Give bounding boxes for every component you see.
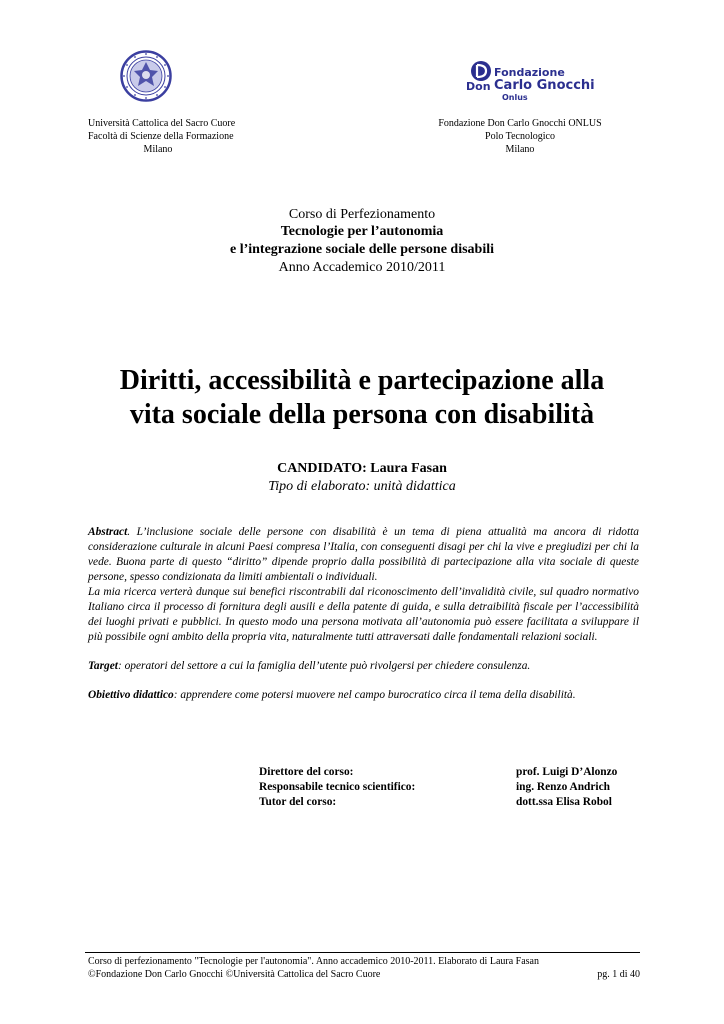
page-footer: [88, 955, 640, 981]
staff-list: [259, 765, 639, 810]
staff-role: Responsabile tecnico scientifico:: [259, 781, 416, 793]
staff-role: Direttore del corso:: [259, 766, 354, 778]
course-name-line2: e l’integrazione sociale delle persone disabili: [229, 242, 495, 257]
university-name: Università Cattolica del Sacro Cuore: [88, 118, 236, 129]
abstract-paragraph-2: La mia ricerca verterà dunque sui benefici riscontrabili dal riconoscimento dell’invalidità civile, sul quadro normativo Italiano circa il processo di fornitura degli ausili e della patente di guida, e sulla detraibilità fiscale per l’accessibilità dei luoghi privati e pubblici. In questo modo una persona motivata all’autonomia può essere facilitata a sviluppare il più possibile ogni ambito della propria vita, naturalmente tutti attraversati dalle fondamentali relazioni sociali.: [88, 586, 639, 643]
staff-name: ing. Renzo Andrich: [516, 781, 610, 793]
abstract-section: [88, 525, 639, 703]
logo-word-carlo-gnocchi: Carlo Gnocchi: [494, 78, 595, 93]
logo-word-onlus: Onlus: [502, 93, 528, 102]
foundation-department: Polo Tecnologico: [485, 131, 555, 142]
logo-word-fondazione: Fondazione: [494, 66, 565, 79]
logo-word-don: Don: [466, 80, 491, 93]
target-text: : operatori del settore a cui la famiglia dell’utente può rivolgersi per chiedere consulenza.: [117, 660, 531, 672]
course-name-line1: Tecnologie per l’autonomia: [280, 224, 444, 239]
course-block: [0, 206, 724, 276]
staff-name: prof. Luigi D’Alonzo: [516, 766, 618, 778]
candidate-block: [0, 460, 724, 496]
academic-year: Anno Accademico 2010/2011: [278, 260, 446, 275]
university-city: Milano: [143, 144, 173, 155]
document-type: Tipo di elaborato: unità didattica: [268, 479, 456, 494]
abstract-label: Abstract: [88, 526, 128, 538]
objective-paragraph: [88, 688, 639, 703]
foundation-name: Fondazione Don Carlo Gnocchi ONLUS: [438, 118, 602, 129]
abstract-paragraph-1: [88, 525, 639, 585]
foundation-logo-icon: [470, 60, 492, 82]
staff-row: [259, 780, 639, 795]
footer-divider: [85, 952, 640, 953]
faculty-name: Facoltà di Scienze della Formazione: [88, 131, 234, 142]
candidate-name: CANDIDATO: Laura Fasan: [277, 461, 447, 476]
objective-text: : apprendere come potersi muovere nel campo burocratico circa il tema della disabilità.: [173, 689, 576, 701]
staff-name: dott.ssa Elisa Robol: [516, 796, 612, 808]
university-info: [88, 117, 248, 156]
university-seal-icon: [120, 50, 172, 102]
target-paragraph: [88, 659, 639, 674]
page-number: pg. 1 di 40: [597, 969, 640, 980]
document-title: [60, 364, 664, 432]
target-label: Target: [88, 660, 118, 672]
foundation-city: Milano: [505, 144, 535, 155]
title-line2: vita sociale della persona con disabilità: [129, 399, 595, 430]
footer-course-info: Corso di perfezionamento "Tecnologie per l'autonomia". Anno accademico 2010-2011. Elaborato di Laura Fasan: [88, 956, 539, 967]
staff-role: Tutor del corso:: [259, 796, 337, 808]
abstract-text-1: . L’inclusione sociale delle persone con disabilità è un tema di piena attualità ma ancora di ridotta considerazione culturale in alcuni Paesi compresa l’Italia, con conseguenti disagi per chi la vive e pregiudizi per chi la vede. Buona parte di questo “diritto” dipende proprio dalla possibilità di partecipazione alla vita sociale di queste persone, spesso condizionata da limiti ambientali o individuali.: [88, 526, 639, 583]
staff-row: [259, 795, 639, 810]
title-line1: Diritti, accessibilità e partecipazione alla: [119, 365, 605, 396]
foundation-info: [430, 117, 610, 156]
footer-copyright: ©Fondazione Don Carlo Gnocchi ©Università Cattolica del Sacro Cuore: [88, 969, 381, 980]
foundation-logo: [466, 58, 606, 104]
objective-label: Obiettivo didattico: [88, 689, 174, 701]
course-type: Corso di Perfezionamento: [288, 207, 436, 222]
staff-row: [259, 765, 639, 780]
